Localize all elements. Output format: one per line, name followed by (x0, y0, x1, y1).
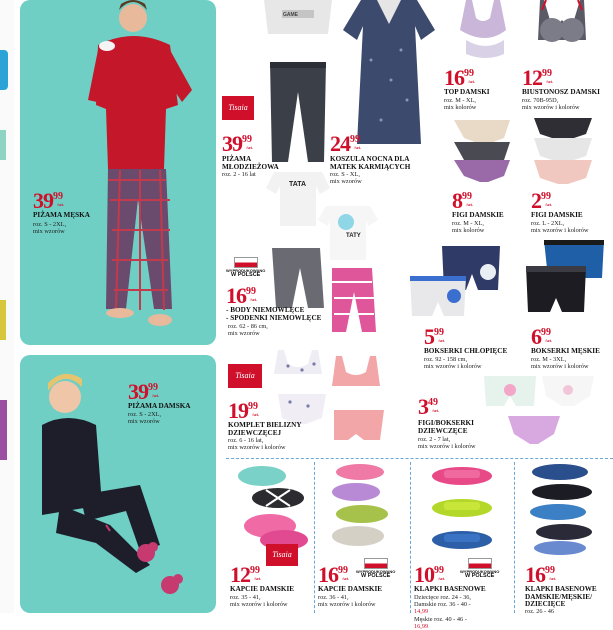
title-bokserki-chlopiece: BOKSERKI CHŁOPIĘCE (424, 347, 508, 355)
price-biustonosz: $12^{99}$ /szt. (522, 65, 553, 90)
price-top-damski: $16^{99}$ /szt. (444, 65, 475, 90)
nightgown-image (341, 0, 437, 150)
kapcie-damskie-2-image (320, 462, 400, 552)
bokserki-chlopiece-image (410, 246, 502, 318)
section-divider (226, 458, 613, 459)
title-bokserki-meskie: BOKSERKI MĘSKIE (531, 347, 600, 355)
figi-damskie-1-image (452, 120, 512, 182)
title-figi-damskie-1: FIGI DAMSKIE (452, 211, 504, 219)
title-pizama-mlodziezowa: PIŻAMA MŁODZIEŻOWA (222, 155, 279, 171)
price-pizama-meska: $39^{99}$ /szt. (33, 188, 64, 213)
price-klapki-basenowe-1: $10^{99}$ /szt. (414, 562, 445, 587)
top-damski-image (458, 0, 508, 60)
details-biustonosz: roz. 70B-95D, mix wzorów i kolorów (522, 97, 580, 112)
price-kapcie-damskie-2: $16^{99}$ /szt. (318, 562, 349, 587)
details-klapki-basenowe-2: roz. 26 - 46 (525, 608, 555, 615)
price-kapcie-damskie-1: $12^{99}$ /szt. (230, 562, 261, 587)
klapki-basenowe-1-image (422, 462, 502, 554)
divider-slippers-1 (314, 462, 315, 613)
tisaia-logo-2: Tisaia (228, 364, 262, 388)
baby-body-print-1: TATA (289, 181, 307, 188)
title-kapcie-damskie-1: KAPCIE DAMSKIE (230, 585, 295, 593)
details-kapcie-damskie-1: roz. 35 - 41, mix wzorów i kolorów (230, 594, 288, 609)
details-kapcie-damskie-2: roz. 36 - 41, mix wzorów i kolorów (318, 594, 376, 609)
title-figi-bokserki: FIGI/BOKSERKI DZIEWCZĘCE (418, 419, 474, 435)
title-koszula-nocna: KOSZULA NOCNA DLA MATEK KARMIĄCYCH (330, 155, 411, 171)
details-koszula-nocna: roz. S - XL, mix wzorów (330, 171, 362, 186)
title-klapki-basenowe-1: KLAPKI BASENOWE (414, 585, 486, 593)
title-pizama-meska: PIŻAMA MĘSKA (33, 211, 90, 219)
divider-slippers-2 (410, 462, 411, 613)
price-pizama-damska: $39^{99}$ /szt. (128, 379, 159, 404)
bokserki-meskie-image (526, 240, 606, 320)
details-bokserki-chlopiece: roz. 92 - 158 cm, mix wzorów i kolorów (424, 356, 482, 371)
details-top-damski: roz. M - XL, mix kolorów (444, 97, 477, 112)
price-komplet-bielizny: $19^{99}$ /szt. (228, 398, 259, 423)
figi-damskie-2-image (532, 118, 594, 186)
details-bokserki-meskie: roz. M - 3XL, mix wzorów i kolorów (531, 356, 589, 371)
details-komplet-bielizny: roz. 6 - 16 lat, mix wzorów i kolorów (228, 437, 286, 452)
title-kapcie-damskie-2: KAPCIE DAMSKIE (318, 585, 383, 593)
panel-pizama-meska (20, 0, 216, 345)
baby-body-print-2: TATY (346, 233, 361, 239)
divider-slippers-3 (514, 462, 515, 613)
details-pizama-meska: roz. S - 2XL, mix wzorów (33, 221, 67, 236)
tisaia-logo-3: Tisaia (266, 544, 298, 566)
details-figi-bokserki: roz. 2 - 7 lat, mix wzorów i kolorów (418, 436, 476, 451)
made-in-poland-badge-3: WYPRODUKOWANO W POLSCE (460, 558, 499, 580)
price-figi-bokserki: $3^{49}$ /szt. (418, 394, 439, 419)
details-klapki-basenowe-1: Dziecięce roz. 24 - 36, Damskie roz. 36 - 40 - 14,99 Męskie roz. 40 - 46 - 16,99 (414, 594, 471, 630)
kapcie-damskie-1-image (232, 464, 312, 552)
tshirt-print: GAME (283, 12, 298, 18)
youth-pajama-image (258, 0, 338, 165)
made-in-poland-badge-2: WYPRODUKOWANO W POLSCE (356, 558, 395, 580)
title-komplet-bielizny: KOMPLET BIELIZNY DZIEWCZĘCEJ (228, 421, 302, 437)
title-pizama-damska: PIŻAMA DAMSKA (128, 402, 191, 410)
klapki-basenowe-2-image (520, 460, 604, 556)
price-figi-damskie-1: $8^{99}$ /szt. (452, 188, 473, 213)
price-koszula-nocna: $24^{99}$ /szt. (330, 131, 361, 156)
title-figi-damskie-2: FIGI DAMSKIE (531, 211, 583, 219)
price-klapki-basenowe-2: $16^{99}$ /szt. (525, 562, 556, 587)
figi-bokserki-image (480, 376, 610, 446)
details-figi-damskie-1: roz. M - XL, mix kolorów (452, 220, 485, 235)
details-pizama-damska: roz. S - 2XL, mix wzorów (128, 411, 162, 426)
man-figure (20, 0, 216, 345)
title-biustonosz: BIUSTONOSZ DAMSKI (522, 88, 600, 96)
tisaia-logo-1: Tisaia (222, 96, 254, 120)
made-in-poland-badge-1: WYPRODUKOWANO W POLSCE (226, 257, 265, 279)
title-klapki-basenowe-2: KLAPKI BASENOWE DAMSKIE/MĘSKIE/ DZIECIĘCE (525, 585, 597, 609)
details-pizama-mlodziezowa: roz. 2 - 16 lat (222, 171, 256, 178)
price-body: $16^{99}$ /szt. (226, 283, 257, 308)
details-body: roz. 62 - 86 cm, mix wzorów (228, 323, 268, 338)
panel-pizama-damska (20, 355, 216, 613)
title-body: - BODY NIEMOWLĘCE - SPODENKI NIEMOWLĘCE (226, 306, 322, 322)
title-top-damski: TOP DAMSKI (444, 88, 490, 96)
price-pizama-mlodziezowa: $39^{99}$ /szt. (222, 131, 253, 156)
price-figi-damskie-2: $2^{99}$ /szt. (531, 188, 552, 213)
prev-page-strip (0, 0, 14, 613)
price-bokserki-chlopiece: $5^{99}$ /szt. (424, 324, 445, 349)
price-bokserki-meskie: $6^{99}$ /szt. (531, 324, 552, 349)
details-figi-damskie-2: roz. L - 2XL, mix wzorów i kolorów (531, 220, 589, 235)
woman-figure (20, 355, 216, 613)
biustonosz-image (532, 0, 592, 60)
